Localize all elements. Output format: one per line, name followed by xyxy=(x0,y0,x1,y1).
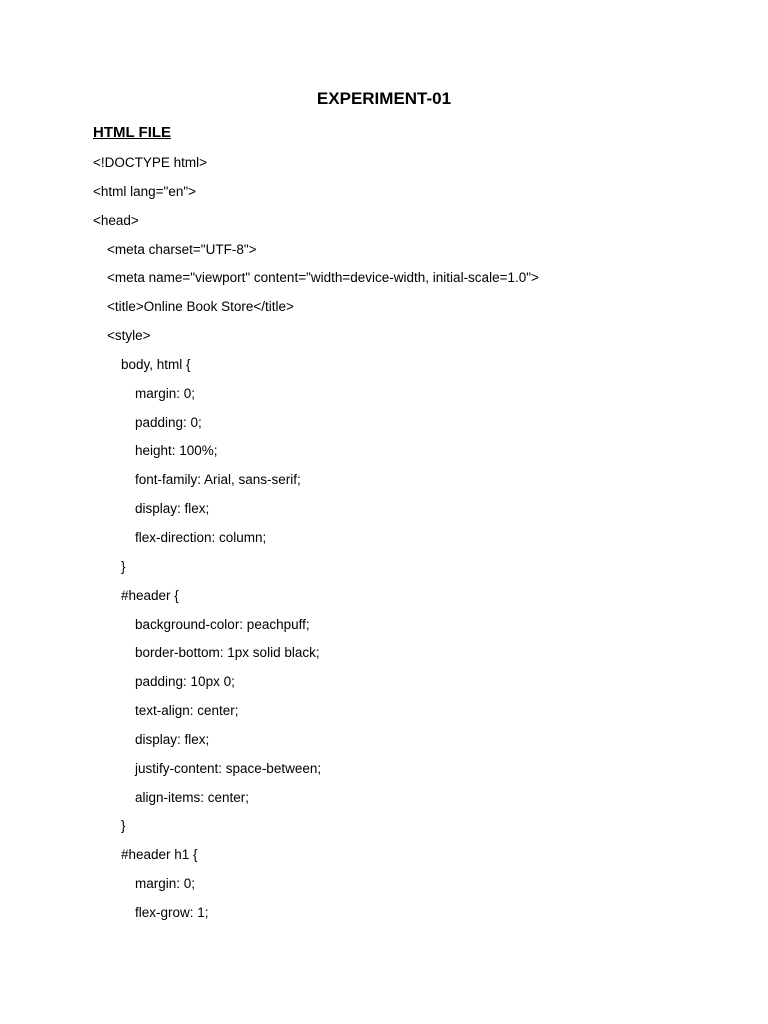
code-line: font-family: Arial, sans-serif; xyxy=(135,472,301,488)
code-listing xyxy=(93,153,733,932)
code-line: height: 100%; xyxy=(135,443,218,459)
code-line: #header { xyxy=(121,587,179,603)
code-line: text-align: center; xyxy=(135,703,239,719)
code-line: border-bottom: 1px solid black; xyxy=(135,645,320,661)
code-line: margin: 0; xyxy=(135,876,196,892)
code-line: padding: 0; xyxy=(135,414,202,430)
section-heading: HTML FILE xyxy=(93,124,172,141)
code-line: <style> xyxy=(107,328,151,344)
code-line: body, html { xyxy=(121,356,191,372)
code-line: <title>Online Book Store</title> xyxy=(107,299,294,315)
code-line: <meta name="viewport" content="width=device-width, initial-scale=1.0"> xyxy=(107,270,539,286)
code-line: padding: 10px 0; xyxy=(135,674,235,690)
code-line: display: flex; xyxy=(135,501,210,517)
code-line: flex-direction: column; xyxy=(135,529,267,545)
code-line: flex-grow: 1; xyxy=(135,904,209,920)
code-line: <!DOCTYPE html> xyxy=(93,155,208,170)
document-title: EXPERIMENT-01 xyxy=(316,89,452,108)
code-line: background-color: peachpuff; xyxy=(135,616,310,632)
code-line: } xyxy=(121,558,126,574)
code-line: } xyxy=(121,818,126,834)
code-line: margin: 0; xyxy=(135,385,196,401)
code-line: align-items: center; xyxy=(135,789,250,805)
code-line: <head> xyxy=(93,212,139,228)
code-line: <meta charset="UTF-8"> xyxy=(107,241,257,257)
code-line: <html lang="en"> xyxy=(93,183,197,199)
code-line: #header h1 { xyxy=(121,847,198,863)
code-line: justify-content: space-between; xyxy=(135,760,322,776)
code-line: display: flex; xyxy=(135,731,210,747)
